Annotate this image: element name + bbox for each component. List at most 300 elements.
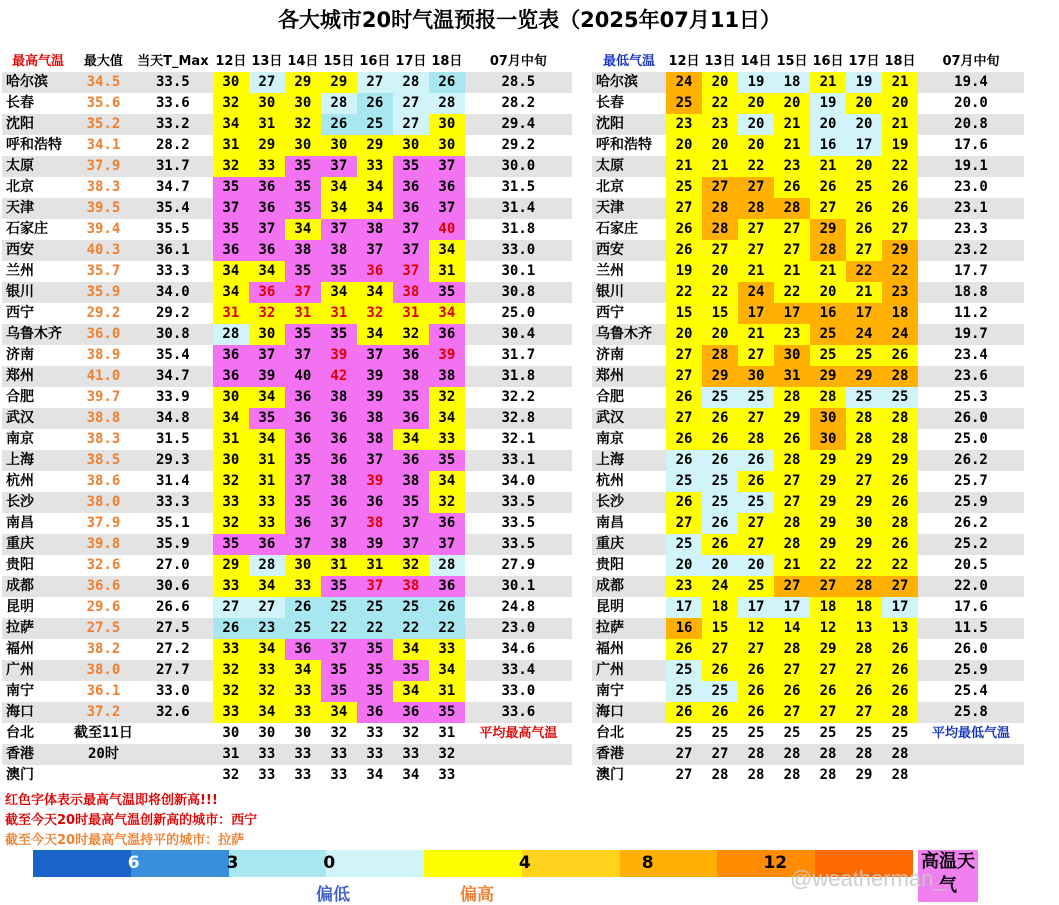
max-temp-cell: 38 xyxy=(357,408,393,429)
min-temp-cell: 14 xyxy=(774,618,810,639)
min-temp-cell: 16 xyxy=(810,135,846,156)
table-row xyxy=(592,282,1024,303)
header-cell: 07月中旬 xyxy=(942,54,1000,69)
min-temp-cell: 27 xyxy=(675,767,693,783)
min-temp-cell: 27 xyxy=(846,702,882,723)
min-temp-cell: 27 xyxy=(738,513,774,534)
table-row xyxy=(592,219,1024,240)
max-record-value: 20时 xyxy=(88,746,119,762)
max-temp-cell: 27 xyxy=(249,597,285,618)
max-temp-cell: 37 xyxy=(393,534,429,555)
min-temp-cell: 16 xyxy=(666,618,702,639)
max-temp-cell: 32 xyxy=(393,324,429,345)
today-max-value: 35.4 xyxy=(156,200,190,216)
today-max-value: 29.2 xyxy=(156,305,190,321)
max-temp-cell: 33 xyxy=(213,702,249,723)
header-cell: 17日 xyxy=(848,54,880,69)
min-temp-cell: 23 xyxy=(702,114,738,135)
min-temp-cell: 17 xyxy=(738,303,774,324)
max-temp-cell: 33 xyxy=(366,746,384,762)
max-record-value: 35.9 xyxy=(86,284,121,300)
max-temp-cell: 40 xyxy=(285,366,321,387)
mid-month-avg xyxy=(918,744,1024,765)
min-temp-cell: 25 xyxy=(702,492,738,513)
header-cell: 18日 xyxy=(431,54,463,69)
max-temp-cell: 38 xyxy=(393,576,429,597)
today-max-value: 33.2 xyxy=(156,116,190,132)
min-temp-cell: 15 xyxy=(702,618,738,639)
min-temp-cell: 20 xyxy=(810,114,846,135)
min-temp-cell: 26 xyxy=(666,639,702,660)
max-temp-cell: 32 xyxy=(429,387,465,408)
max-temp-cell: 37 xyxy=(321,219,357,240)
table-row xyxy=(592,93,1024,114)
max-temp-cell: 39 xyxy=(357,534,393,555)
min-temp-cell: 17 xyxy=(846,303,882,324)
min-temp-cell: 25 xyxy=(846,345,882,366)
max-temp-cell: 34 xyxy=(213,261,249,282)
min-temp-cell: 23 xyxy=(666,114,702,135)
min-temp-cell: 20 xyxy=(666,555,702,576)
max-temp-cell: 26 xyxy=(321,114,357,135)
table-row xyxy=(592,366,1024,387)
min-temp-cell: 25 xyxy=(738,492,774,513)
legend-swatch xyxy=(323,850,424,877)
min-temp-cell: 26 xyxy=(882,639,918,660)
table-row xyxy=(592,618,1024,639)
today-max-value: 32.6 xyxy=(156,704,190,720)
city-name: 哈尔滨 xyxy=(6,74,48,90)
table-row xyxy=(2,492,572,513)
city-name: 昆明 xyxy=(596,599,624,615)
min-temp-cell: 27 xyxy=(666,513,702,534)
max-temp-cell: 38 xyxy=(321,240,357,261)
min-temp-cell: 19 xyxy=(738,72,774,93)
mid-month-avg: 27.9 xyxy=(501,557,536,573)
max-temp-cell: 32 xyxy=(222,767,240,783)
today-max-value: 28.2 xyxy=(156,137,190,153)
max-record-value: 37.2 xyxy=(86,704,121,720)
min-temp-cell: 19 xyxy=(810,93,846,114)
min-temp-cell: 26 xyxy=(666,702,702,723)
mid-month-avg: 33.0 xyxy=(501,683,536,699)
max-temp-cell: 34 xyxy=(321,702,357,723)
min-temp-cell: 26 xyxy=(882,198,918,219)
max-temp-cell: 34 xyxy=(249,576,285,597)
max-temp-cell: 34 xyxy=(357,177,393,198)
mid-month-avg: 25.7 xyxy=(954,473,988,489)
max-temp-cell: 34 xyxy=(402,767,420,783)
max-temp-cell: 35 xyxy=(285,177,321,198)
mid-month-avg: 31.8 xyxy=(501,368,536,384)
max-temp-cell: 34 xyxy=(321,282,357,303)
city-name: 台北 xyxy=(596,725,624,741)
max-temp-cell: 30 xyxy=(213,387,249,408)
city-name: 郑州 xyxy=(596,368,624,384)
mid-month-avg: 33.1 xyxy=(501,452,536,468)
max-temp-cell: 35 xyxy=(393,156,429,177)
max-temp-cell: 30 xyxy=(249,93,285,114)
max-temp-cell: 36 xyxy=(249,534,285,555)
city-name: 长沙 xyxy=(6,494,34,510)
table-row xyxy=(592,639,1024,660)
max-temp-cell: 34 xyxy=(321,198,357,219)
max-table-header xyxy=(2,51,572,72)
min-table-header xyxy=(592,51,1024,72)
min-temp-cell: 21 xyxy=(882,72,918,93)
max-temp-cell: 28 xyxy=(429,555,465,576)
mid-month-avg: 32.2 xyxy=(501,389,536,405)
today-max-value: 27.7 xyxy=(156,662,190,678)
min-temp-cell: 21 xyxy=(738,324,774,345)
min-temp-cell: 22 xyxy=(882,555,918,576)
max-temp-cell: 32 xyxy=(213,471,249,492)
max-temp-cell: 34 xyxy=(393,639,429,660)
today-max-value: 33.6 xyxy=(156,95,190,111)
table-row xyxy=(592,555,1024,576)
min-temp-cell: 25 xyxy=(738,387,774,408)
max-record-value: 38.3 xyxy=(86,431,121,447)
max-temp-cell: 34 xyxy=(285,219,321,240)
min-temp-cell: 18 xyxy=(810,597,846,618)
mid-month-avg: 25.3 xyxy=(954,389,988,405)
city-name: 福州 xyxy=(6,641,34,657)
min-temp-cell: 28 xyxy=(882,366,918,387)
max-temp-cell: 23 xyxy=(249,618,285,639)
city-name: 长春 xyxy=(6,95,34,111)
city-name: 天津 xyxy=(6,200,34,216)
city-name: 南宁 xyxy=(6,683,34,699)
min-temp-cell: 28 xyxy=(810,240,846,261)
min-temp-cell: 21 xyxy=(810,261,846,282)
today-max-value: 34.8 xyxy=(156,410,190,426)
min-temp-cell: 27 xyxy=(702,639,738,660)
mid-month-avg xyxy=(465,765,572,786)
min-temp-cell: 23 xyxy=(774,156,810,177)
max-temp-cell: 32 xyxy=(393,555,429,576)
min-temp-cell: 25 xyxy=(855,725,873,741)
table-row xyxy=(592,660,1024,681)
min-temp-cell: 29 xyxy=(810,450,846,471)
min-temp-cell: 20 xyxy=(702,261,738,282)
max-temp-cell: 36 xyxy=(393,408,429,429)
today-max-value: 27.5 xyxy=(156,620,190,636)
min-temp-cell: 21 xyxy=(810,156,846,177)
city-name: 贵阳 xyxy=(6,557,34,573)
max-temp-cell: 34 xyxy=(285,660,321,681)
max-temp-cell: 35 xyxy=(321,576,357,597)
min-temp-cell: 22 xyxy=(738,156,774,177)
max-temp-cell: 39 xyxy=(357,387,393,408)
max-temp-cell: 30 xyxy=(294,725,312,741)
min-temp-cell: 27 xyxy=(846,240,882,261)
max-temp-cell: 36 xyxy=(213,345,249,366)
legend-swatch xyxy=(424,850,522,877)
max-temp-cell: 38 xyxy=(429,366,465,387)
city-name: 太原 xyxy=(596,158,624,174)
max-temp-cell: 32 xyxy=(285,114,321,135)
max-temp-cell: 38 xyxy=(393,471,429,492)
min-temp-cell: 28 xyxy=(774,387,810,408)
max-temp-cell: 31 xyxy=(321,555,357,576)
min-temp-cell: 23 xyxy=(666,576,702,597)
min-temp-cell: 26 xyxy=(882,471,918,492)
mid-month-avg: 11.5 xyxy=(954,620,988,636)
max-temp-cell: 33 xyxy=(294,746,312,762)
min-temp-cell: 27 xyxy=(666,408,702,429)
min-temp-cell: 17 xyxy=(774,597,810,618)
mid-month-avg: 25.0 xyxy=(501,305,536,321)
min-temp-cell: 29 xyxy=(702,366,738,387)
mid-month-avg: 34.6 xyxy=(501,641,536,657)
table-row xyxy=(592,303,1024,324)
min-temp-cell: 29 xyxy=(855,767,873,783)
min-temp-cell: 21 xyxy=(882,114,918,135)
min-temp-cell: 28 xyxy=(747,767,765,783)
min-temp-cell: 23 xyxy=(882,282,918,303)
min-temp-cell: 28 xyxy=(783,767,801,783)
city-name: 合肥 xyxy=(596,389,624,405)
table-row xyxy=(2,765,572,786)
max-record-value: 38.6 xyxy=(86,473,121,489)
max-temp-cell: 37 xyxy=(393,261,429,282)
max-temp-cell: 32 xyxy=(213,93,249,114)
city-name: 长春 xyxy=(596,95,624,111)
min-temp-cell: 29 xyxy=(810,219,846,240)
header-cell: 14日 xyxy=(287,54,319,69)
max-temp-cell: 30 xyxy=(222,725,240,741)
max-temp-cell: 34 xyxy=(357,282,393,303)
table-row xyxy=(2,660,572,681)
max-temp-cell: 37 xyxy=(429,198,465,219)
min-temp-cell: 29 xyxy=(882,240,918,261)
min-temp-cell: 27 xyxy=(882,219,918,240)
max-temp-cell: 30 xyxy=(285,555,321,576)
min-temp-cell: 28 xyxy=(747,746,765,762)
max-temp-cell: 25 xyxy=(357,114,393,135)
min-temp-cell: 21 xyxy=(702,156,738,177)
min-temp-cell: 25 xyxy=(882,387,918,408)
mid-month-avg: 33.6 xyxy=(501,704,536,720)
min-temp-cell: 28 xyxy=(774,450,810,471)
max-temp-cell: 36 xyxy=(321,429,357,450)
min-temp-cell: 21 xyxy=(774,114,810,135)
max-temp-cell: 29 xyxy=(285,72,321,93)
table-row xyxy=(592,135,1024,156)
max-temp-cell: 35 xyxy=(357,681,393,702)
min-temp-cell: 27 xyxy=(702,240,738,261)
max-temp-cell: 35 xyxy=(285,450,321,471)
min-temp-cell: 26 xyxy=(810,681,846,702)
header-cell: 12日 xyxy=(668,54,700,69)
min-temp-cell: 30 xyxy=(846,513,882,534)
max-temp-cell: 33 xyxy=(294,767,312,783)
legend-swatch xyxy=(226,850,327,877)
today-max-value: 27.0 xyxy=(156,557,190,573)
min-temp-cell: 24 xyxy=(846,324,882,345)
mid-month-avg: 32.1 xyxy=(501,431,536,447)
max-record-value: 27.5 xyxy=(86,620,121,636)
city-name: 上海 xyxy=(596,452,624,468)
min-temp-cell: 17 xyxy=(882,597,918,618)
table-row xyxy=(2,324,572,345)
header-cell: 15日 xyxy=(323,54,355,69)
min-temp-cell: 19 xyxy=(846,72,882,93)
min-temp-cell: 25 xyxy=(666,534,702,555)
table-row xyxy=(592,681,1024,702)
max-record-value: 35.7 xyxy=(86,263,121,279)
mid-month-avg: 33.4 xyxy=(501,662,536,678)
table-row xyxy=(592,72,1024,93)
max-temp-cell: 38 xyxy=(321,534,357,555)
max-temp-cell: 35 xyxy=(285,156,321,177)
min-temp-cell: 20 xyxy=(702,324,738,345)
min-temp-cell: 28 xyxy=(882,702,918,723)
today-max-value: 33.3 xyxy=(156,494,190,510)
mid-month-avg: 20.0 xyxy=(954,95,988,111)
max-temp-cell: 34 xyxy=(393,429,429,450)
max-temp-cell: 33 xyxy=(258,767,276,783)
mid-month-avg: 17.6 xyxy=(954,599,988,615)
city-name: 银川 xyxy=(596,284,624,300)
max-temp-cell: 35 xyxy=(429,702,465,723)
max-temp-cell: 36 xyxy=(393,345,429,366)
city-name: 南宁 xyxy=(596,683,624,699)
min-temp-cell: 28 xyxy=(702,219,738,240)
today-max-value: 35.1 xyxy=(156,515,190,531)
max-temp-cell: 37 xyxy=(357,345,393,366)
max-temp-cell: 33 xyxy=(402,746,420,762)
max-temp-cell: 33 xyxy=(258,746,276,762)
max-temp-cell: 32 xyxy=(249,681,285,702)
min-temp-cell: 27 xyxy=(738,534,774,555)
city-name: 海口 xyxy=(596,704,624,720)
min-temp-cell: 18 xyxy=(774,72,810,93)
max-temp-cell: 36 xyxy=(249,198,285,219)
mid-month-avg: 26.2 xyxy=(954,515,988,531)
min-temp-cell: 28 xyxy=(774,534,810,555)
max-record-value: 39.4 xyxy=(86,221,121,237)
city-name: 杭州 xyxy=(596,473,624,489)
max-temp-cell: 37 xyxy=(393,240,429,261)
city-name: 北京 xyxy=(596,179,624,195)
min-temp-cell: 24 xyxy=(738,282,774,303)
note-record-warning: 红色字体表示最高气温即将创新高!!! xyxy=(5,793,218,808)
mid-month-avg: 30.1 xyxy=(501,578,536,594)
max-temp-cell: 38 xyxy=(393,366,429,387)
max-record-value: 41.0 xyxy=(86,368,121,384)
max-temp-cell: 30 xyxy=(213,450,249,471)
table-row xyxy=(592,408,1024,429)
max-temp-cell: 31 xyxy=(213,135,249,156)
mid-month-avg: 20.5 xyxy=(954,557,988,573)
max-temp-cell: 27 xyxy=(249,72,285,93)
max-record-value: 38.3 xyxy=(86,179,121,195)
min-temp-cell: 26 xyxy=(774,177,810,198)
max-record-value: 38.0 xyxy=(86,662,121,678)
header-cell: 12日 xyxy=(215,54,247,69)
max-temp-cell: 31 xyxy=(429,681,465,702)
table-row xyxy=(592,324,1024,345)
mid-month-avg: 25.4 xyxy=(954,683,988,699)
max-temp-cell: 35 xyxy=(429,282,465,303)
max-temp-cell: 30 xyxy=(249,324,285,345)
max-temp-cell: 35 xyxy=(285,492,321,513)
max-temp-cell: 32 xyxy=(429,492,465,513)
max-temp-cell: 36 xyxy=(429,513,465,534)
min-temp-cell: 28 xyxy=(738,429,774,450)
max-record-value: 34.5 xyxy=(86,74,121,90)
max-temp-cell: 30 xyxy=(258,725,276,741)
mid-month-avg: 30.0 xyxy=(501,158,536,174)
max-temp-cell: 34 xyxy=(213,408,249,429)
table-row xyxy=(592,345,1024,366)
max-record-value: 35.6 xyxy=(86,95,121,111)
max-temp-cell: 28 xyxy=(393,72,429,93)
min-temp-cell: 18 xyxy=(882,303,918,324)
max-temp-cell: 35 xyxy=(249,408,285,429)
mid-month-avg: 23.0 xyxy=(954,179,988,195)
max-temp-cell: 31 xyxy=(357,555,393,576)
max-temp-cell: 25 xyxy=(357,597,393,618)
mid-month-avg: 30.1 xyxy=(501,263,536,279)
min-temp-cell: 12 xyxy=(738,618,774,639)
max-temp-cell: 36 xyxy=(285,639,321,660)
mid-month-avg: 31.4 xyxy=(501,200,536,216)
min-temp-cell: 29 xyxy=(846,366,882,387)
table-row xyxy=(592,114,1024,135)
min-temp-cell: 28 xyxy=(738,198,774,219)
min-temp-cell: 26 xyxy=(738,660,774,681)
min-temp-cell: 20 xyxy=(666,324,702,345)
min-temp-cell: 26 xyxy=(702,534,738,555)
header-cell: 17日 xyxy=(395,54,427,69)
max-temp-cell: 37 xyxy=(321,639,357,660)
min-temp-cell: 17 xyxy=(774,303,810,324)
mid-month-avg: 23.3 xyxy=(954,221,988,237)
min-temp-cell: 26 xyxy=(702,450,738,471)
min-temp-cell: 20 xyxy=(738,93,774,114)
max-temp-cell: 34 xyxy=(249,429,285,450)
today-max-value: 26.6 xyxy=(156,599,190,615)
max-temp-cell: 36 xyxy=(249,240,285,261)
table-row xyxy=(592,387,1024,408)
min-temp-cell: 20 xyxy=(882,93,918,114)
min-temp-cell: 26 xyxy=(666,429,702,450)
max-temp-cell: 35 xyxy=(285,198,321,219)
min-temp-cell: 25 xyxy=(666,177,702,198)
max-record-value: 39.7 xyxy=(86,389,121,405)
table-row xyxy=(2,366,572,387)
min-temp-cell: 27 xyxy=(846,660,882,681)
min-temp-cell: 25 xyxy=(783,725,801,741)
mid-month-avg: 28.5 xyxy=(501,74,536,90)
max-temp-cell: 36 xyxy=(249,282,285,303)
mid-month-avg: 23.1 xyxy=(954,200,988,216)
max-temp-cell: 36 xyxy=(321,492,357,513)
mid-month-avg: 11.2 xyxy=(954,305,988,321)
max-temp-cell: 35 xyxy=(321,660,357,681)
max-temp-cell: 36 xyxy=(357,702,393,723)
max-temp-cell: 39 xyxy=(357,366,393,387)
city-name: 太原 xyxy=(6,158,34,174)
min-temp-cell: 25 xyxy=(666,681,702,702)
today-max-value: 31.5 xyxy=(156,431,190,447)
table-row xyxy=(2,93,572,114)
min-temp-cell: 27 xyxy=(846,471,882,492)
max-temp-cell: 34 xyxy=(249,702,285,723)
max-temp-cell: 37 xyxy=(285,471,321,492)
